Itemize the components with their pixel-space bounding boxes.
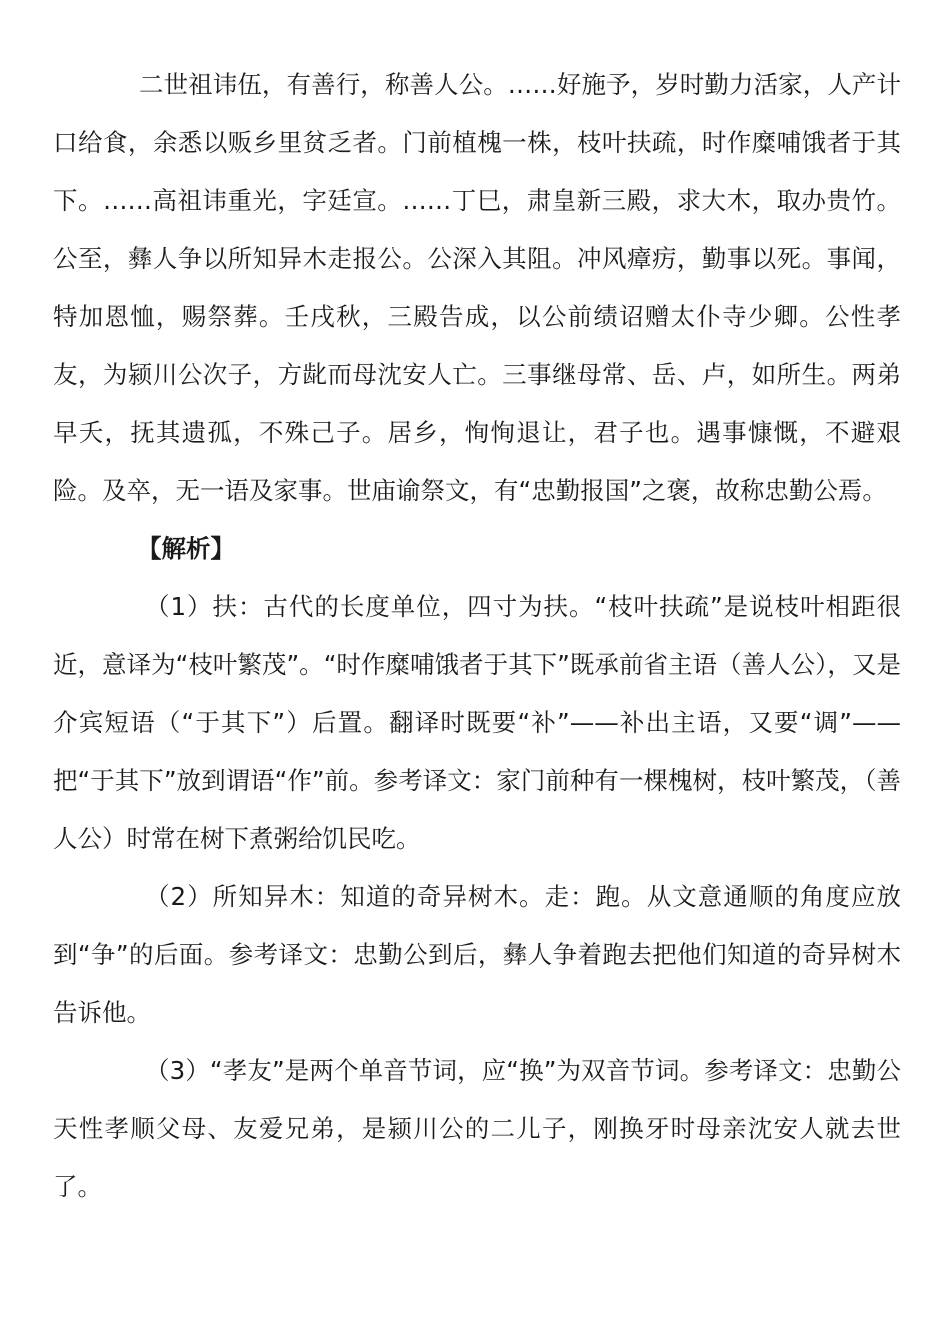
document-page	[53, 56, 901, 1216]
analysis-heading: 【解析】	[137, 534, 235, 563]
analysis-item-1: （1）扶：古代的长度单位，四寸为扶。“枝叶扶疏”是说枝叶相距很近，意译为“枝叶繁茂”。“时作糜哺饿者于其下”既承前省主语（善人公），又是介宾短语（“于其下”）后置。翻译时既要“补”——补出主语，又要“调”——把“于其下”放到谓语“作”前。参考译文：家门前种有一棵槐树，枝叶繁茂，（善人公）时常在树下煮粥给饥民吃。	[53, 592, 901, 853]
analysis-item-2: （2）所知异木：知道的奇异树木。走：跑。从文意通顺的角度应放到“争”的后面。参考译文：忠勤公到后，彝人争着跑去把他们知道的奇异树木告诉他。	[53, 882, 901, 1027]
analysis-item-3: （3）“孝友”是两个单音节词，应“换”为双音节词。参考译文：忠勤公天性孝顺父母、友爱兄弟，是颍川公的二儿子，刚换牙时母亲沈安人就去世了。	[53, 1056, 901, 1201]
original-text-paragraph: 二世祖讳伍，有善行，称善人公。……好施予，岁时勤力活家，人产计口给食，余悉以贩乡里贫乏者。门前植槐一株，枝叶扶疏，时作糜哺饿者于其下。……高祖讳重光，字廷宣。……丁巳，肃皇新三殿，求大木，取办贵竹。公至，彝人争以所知异木走报公。公深入其阻。冲风瘴疠，勤事以死。事闻，特加恩恤，赐祭葬。壬戌秋，三殿告成，以公前绩诏赠太仆寺少卿。公性孝友，为颍川公次子，方龀而母沈安人亡。三事继母常、岳、卢，如所生。两弟早夭，抚其遗孤，不殊己子。居乡，恂恂退让，君子也。遇事慷慨，不避艰险。及卒，无一语及家事。世庙谕祭文，有“忠勤报国”之褒，故称忠勤公焉。	[53, 70, 901, 505]
